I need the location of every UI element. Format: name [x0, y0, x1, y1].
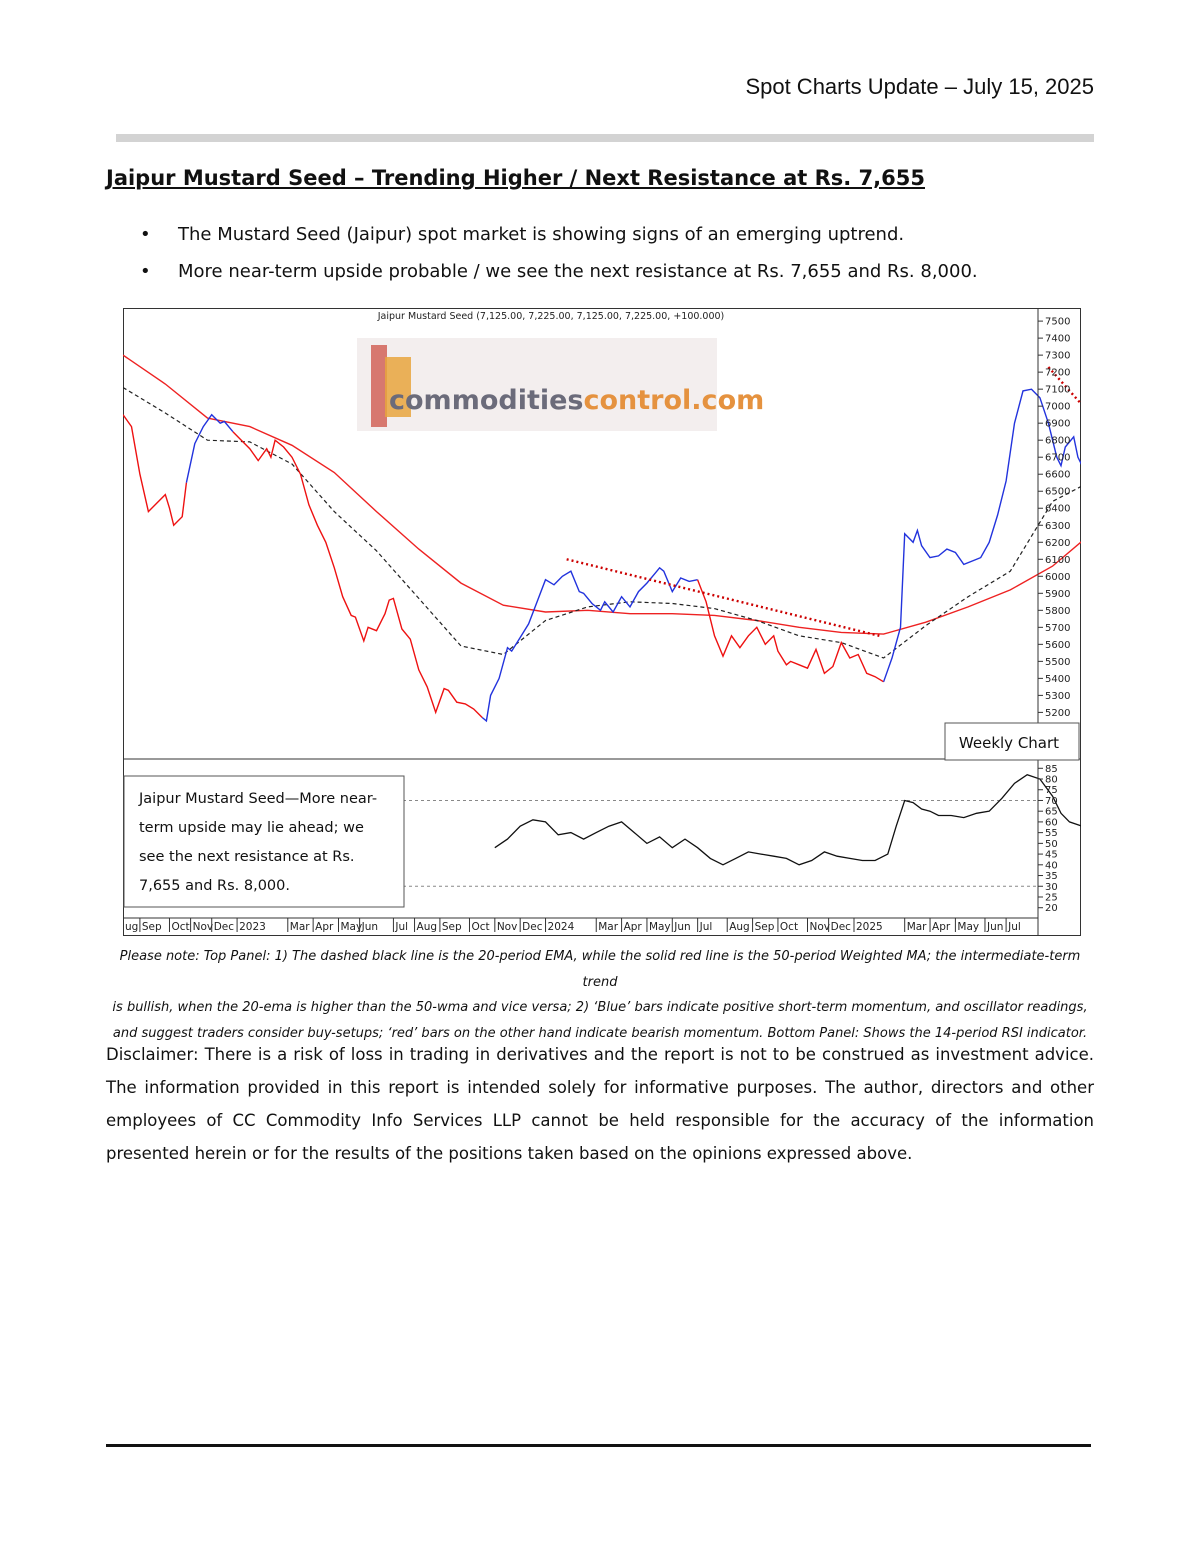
price-tick-label: 7100	[1045, 384, 1071, 396]
price-tick-label: 5700	[1045, 622, 1071, 634]
header-divider	[116, 134, 1094, 142]
time-tick-label: Oct	[171, 921, 190, 933]
time-tick-label: May	[648, 921, 671, 933]
time-tick-label: Nov	[496, 921, 518, 933]
price-tick-label: 6500	[1045, 486, 1071, 498]
price-tick-label: 7400	[1045, 333, 1071, 345]
commoditiescontrol-logo	[357, 338, 764, 431]
time-tick-label: May	[340, 921, 363, 933]
price-tick-label: 5300	[1045, 690, 1071, 702]
report-title: Spot Charts Update – July 15, 2025	[745, 74, 1094, 99]
time-tick-label: Mar	[906, 921, 927, 933]
price-tick-label: 6700	[1045, 452, 1071, 464]
footer-divider	[106, 1444, 1091, 1447]
chart-footnote	[106, 944, 1094, 1046]
rsi-tick-label: 50	[1045, 838, 1058, 850]
logo-wordmark: commoditiescontrol.com	[389, 385, 765, 416]
rsi-tick-label: 60	[1045, 817, 1058, 829]
price-tick-label: 7200	[1045, 367, 1071, 379]
time-tick-label: Dec	[522, 921, 543, 933]
rsi-tick-label: 75	[1045, 785, 1058, 797]
price-tick-label: 6900	[1045, 418, 1071, 430]
time-tick-label: Jul	[1008, 921, 1021, 933]
rsi-tick-label: 80	[1045, 774, 1058, 786]
rsi-tick-label: 45	[1045, 849, 1058, 861]
time-tick-label: May	[957, 921, 980, 933]
time-tick-label: Sep	[441, 921, 462, 933]
time-tick-label: Nov	[192, 921, 214, 933]
time-tick-label: ug	[125, 921, 139, 933]
time-tick-label: Jun	[986, 921, 1004, 933]
bullet-list	[140, 222, 978, 296]
time-tick-label: 2025	[855, 921, 883, 933]
time-tick-label: Dec	[830, 921, 851, 933]
time-tick-label: Mar	[289, 921, 310, 933]
rsi-tick-label: 70	[1045, 795, 1058, 807]
price-tick-label: 5500	[1045, 656, 1071, 668]
bullet-item: • More near-term upside probable / we see the next resistance at Rs. 7,655 and Rs. 8,000.	[140, 259, 978, 296]
time-tick-label: Aug	[416, 921, 438, 933]
rsi-tick-label: 55	[1045, 828, 1058, 840]
rsi-tick-label: 85	[1045, 763, 1058, 775]
time-tick-label: Nov	[809, 921, 831, 933]
time-tick-label: Apr	[623, 921, 642, 933]
weekly-chart-label	[945, 723, 1079, 760]
price-tick-label: 6300	[1045, 520, 1071, 532]
rsi-tick-label: 20	[1045, 903, 1058, 915]
time-tick-label: Jul	[395, 921, 409, 933]
bullet-item: • The Mustard Seed (Jaipur) spot market is showing signs of an emerging uptrend.	[140, 222, 978, 259]
annotation-text: Jaipur Mustard Seed—More near- term upside may lie ahead; we see the next resistance at Rs. 7,655 and Rs. 8,000.	[139, 791, 378, 894]
price-tick-label: 5800	[1045, 605, 1071, 617]
footnote-line: Please note: Top Panel: 1) The dashed black line is the 20-period EMA, while the solid red line is the 50-period Weighted MA; the intermediate-term trend	[119, 949, 1081, 990]
time-tick-label: Jul	[699, 921, 713, 933]
price-tick-label: 6600	[1045, 469, 1071, 481]
price-tick-label: 6200	[1045, 537, 1071, 549]
price-tick-label: 5400	[1045, 673, 1071, 685]
price-tick-label: 6100	[1045, 554, 1071, 566]
disclaimer: Disclaimer: There is a risk of loss in trading in derivatives and the report is not to be construed as investment advice. The information provided in this report is intended solely for informative purposes. The author, directors and other employees of CC Commodity Info Services LLP cannot be held responsible for the accuracy of the information presented herein or for the results of the positions taken based on the opinions expressed above.	[106, 1045, 1094, 1163]
time-tick-label: 2024	[547, 921, 575, 933]
rsi-annotation	[124, 776, 404, 907]
time-tick-label: Apr	[315, 921, 334, 933]
logo-pillar	[371, 345, 387, 427]
price-tick-label: 6400	[1045, 503, 1071, 515]
price-tick-label: 5900	[1045, 588, 1071, 600]
time-tick-label: Sep	[754, 921, 775, 933]
section-heading: Jaipur Mustard Seed – Trending Higher / Next Resistance at Rs. 7,655	[106, 166, 925, 190]
time-tick-label: Aug	[729, 921, 750, 933]
price-tick-label: 5200	[1045, 707, 1071, 719]
price-tick-label: 7000	[1045, 401, 1071, 413]
rsi-tick-label: 25	[1045, 892, 1058, 904]
label-text: Weekly Chart	[958, 734, 1060, 752]
time-tick-label: Oct	[779, 921, 799, 933]
rsi-tick-label: 35	[1045, 871, 1058, 883]
time-tick-label: Oct	[471, 921, 490, 933]
price-tick-label: 6000	[1045, 571, 1071, 583]
price-tick-label: 6800	[1045, 435, 1071, 447]
price-tick-label: 5600	[1045, 639, 1071, 651]
chart-canvas	[123, 308, 1081, 936]
rsi-tick-label: 30	[1045, 881, 1058, 893]
chart-header: Jaipur Mustard Seed (7,125.00, 7,225.00, 7,125.00, 7,225.00, +100.000)	[377, 311, 725, 322]
price-tick-label: 7500	[1045, 316, 1071, 328]
time-tick-label: Mar	[598, 921, 619, 933]
price-tick-label: 7300	[1045, 350, 1071, 362]
rsi-tick-label: 40	[1045, 860, 1058, 872]
weekly-chart	[123, 308, 1081, 936]
footnote-line: and suggest traders consider buy-setups; ‘red’ bars on the other hand indicate bearish momentum. Bottom Panel: Shows the 14-period RSI indicator.	[112, 1025, 1088, 1041]
time-tick-label: Jun	[674, 921, 691, 933]
time-tick-label: Sep	[141, 921, 162, 933]
time-tick-label: Jun	[361, 921, 379, 933]
time-tick-label: 2023	[239, 921, 266, 933]
footnote-line: is bullish, when the 20-ema is higher than the 50-wma and vice versa; 2) ‘Blue’ bars indicate positive short-term momentum, and oscillator readings,	[112, 1000, 1088, 1015]
time-tick-label: Apr	[932, 921, 951, 933]
time-tick-label: Dec	[213, 921, 235, 933]
rsi-tick-label: 65	[1045, 806, 1058, 818]
